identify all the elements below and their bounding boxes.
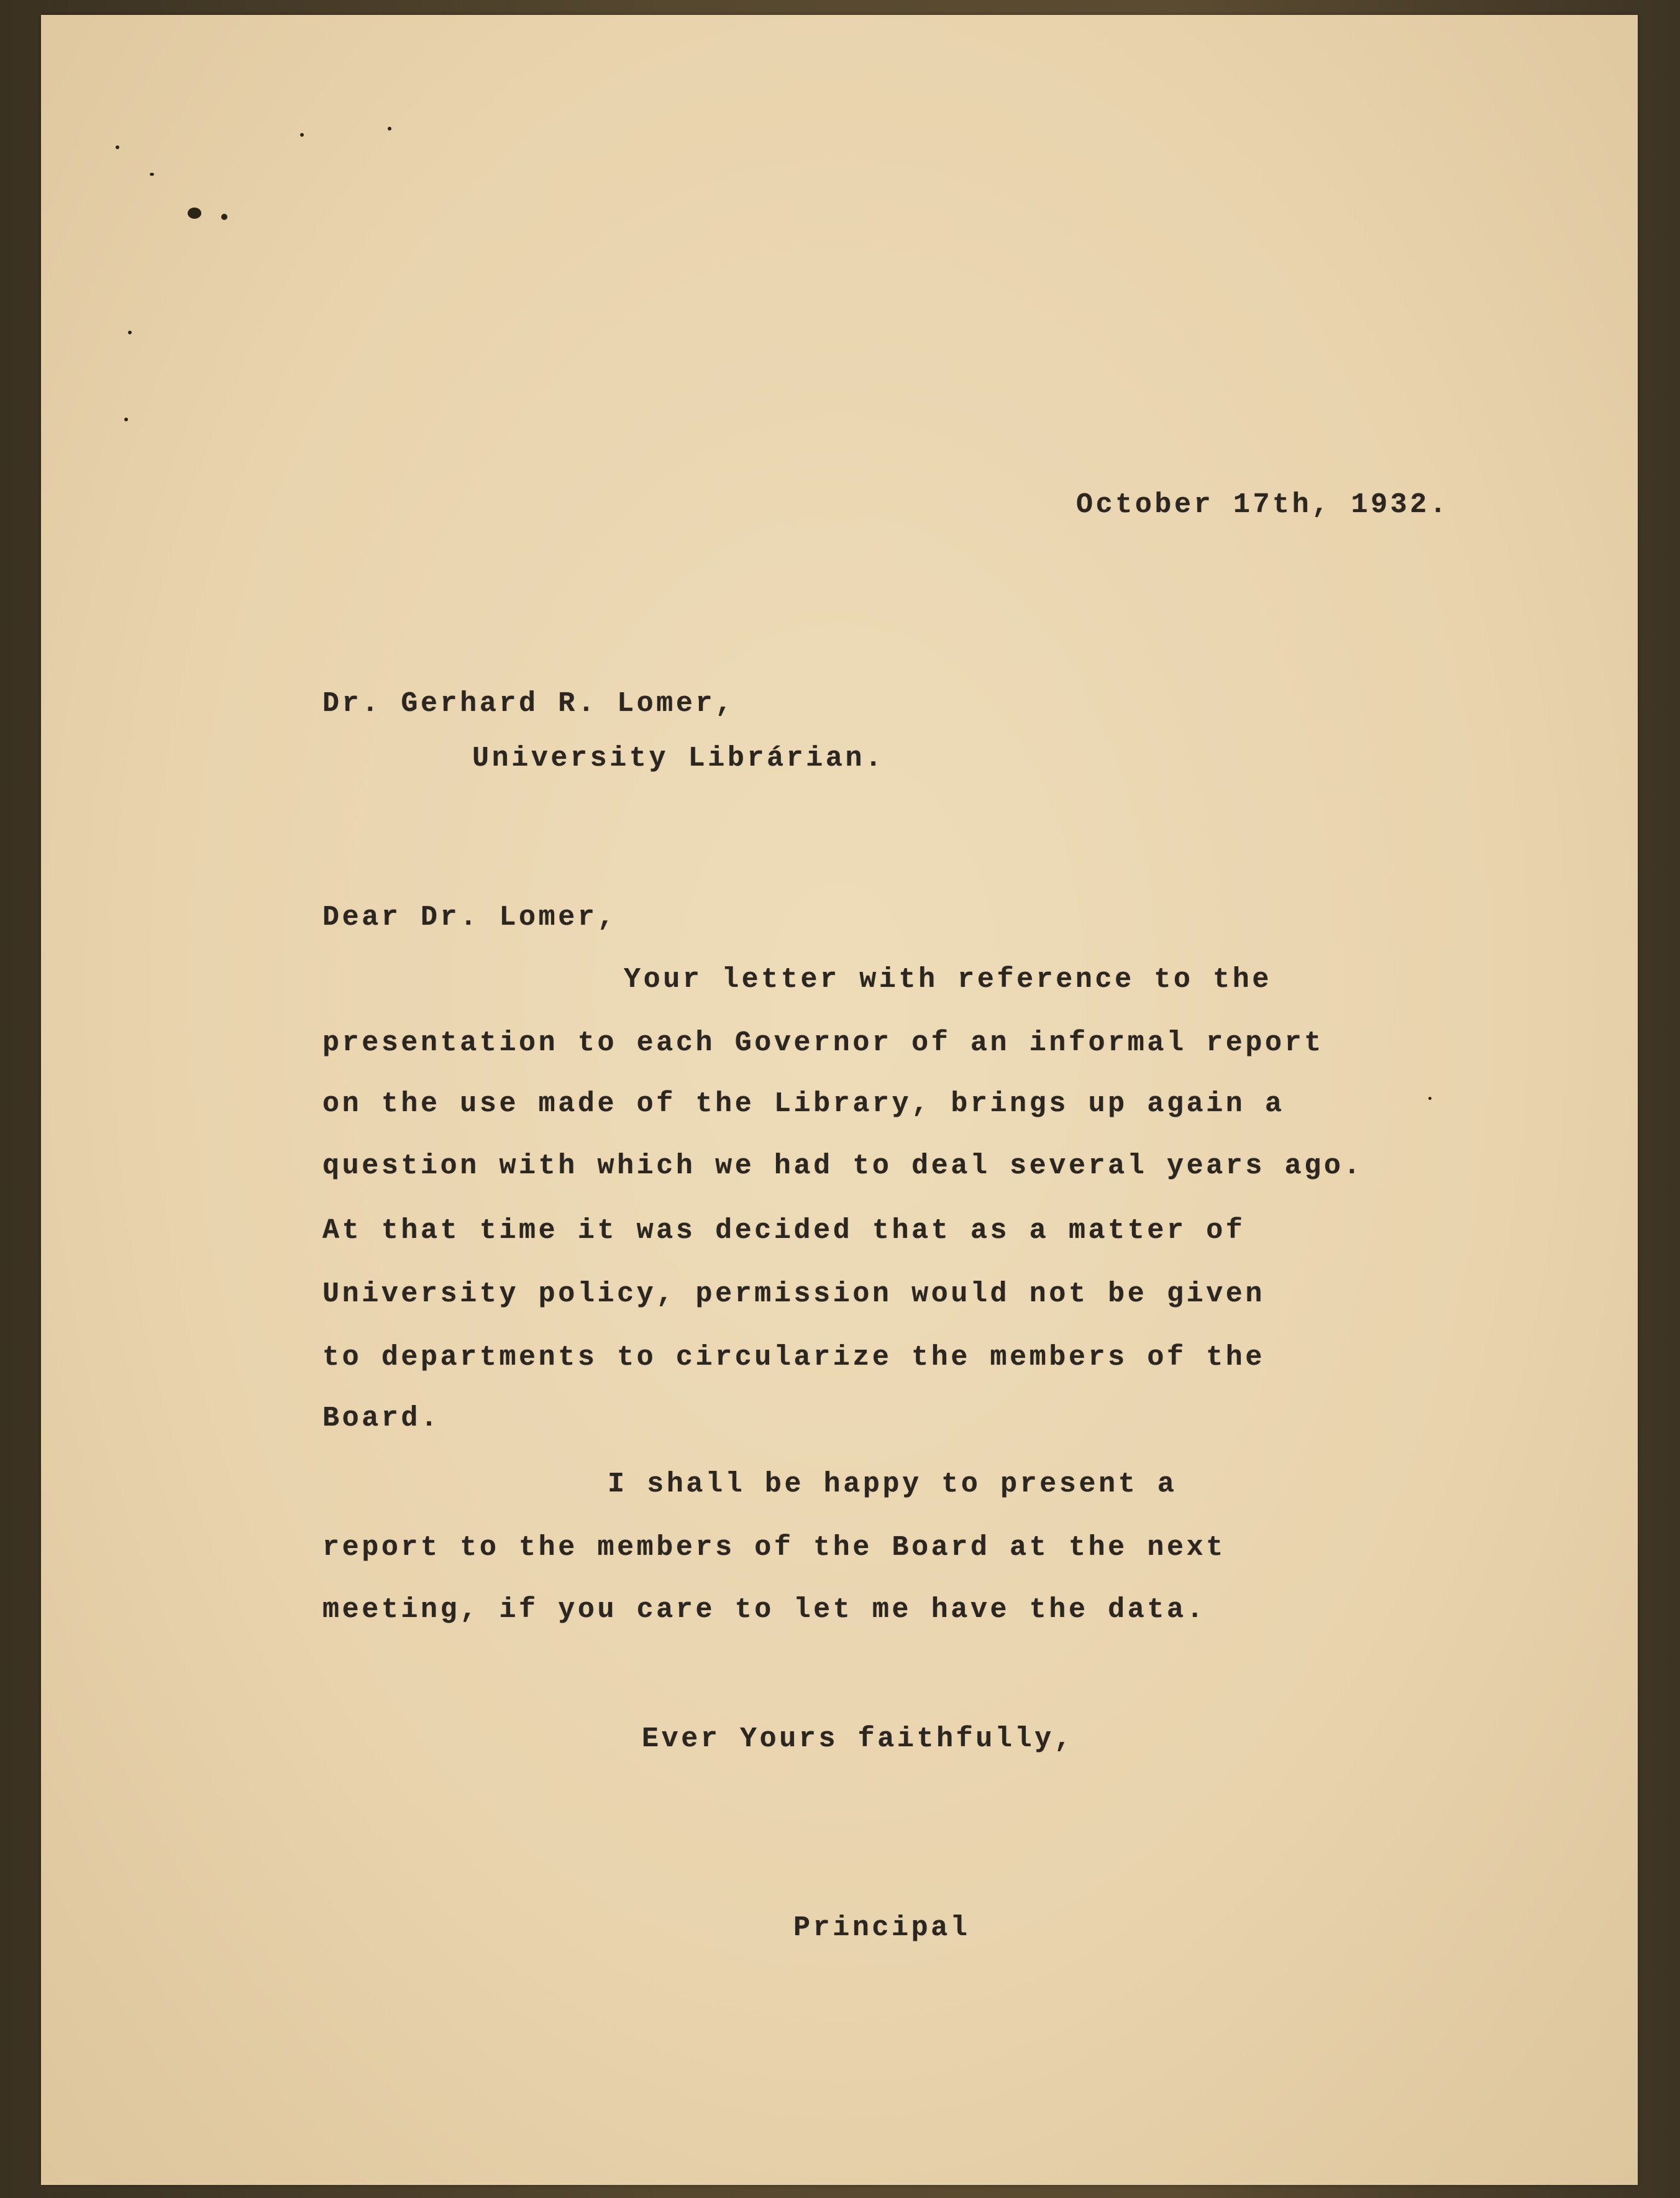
closing: Ever Yours faithfully, xyxy=(642,1723,1074,1755)
paragraph-1-line: University policy, permission would not be given xyxy=(322,1278,1266,1310)
paper-speck xyxy=(221,214,227,220)
paragraph-1-line: to departments to circularize the members of the xyxy=(322,1342,1266,1373)
paragraph-1-line: At that time it was decided that as a matter of xyxy=(322,1215,1246,1247)
letter-date: October 17th, 1932. xyxy=(1076,489,1449,521)
paragraph-1-line: presentation to each Governor of an informal report xyxy=(322,1027,1324,1059)
paragraph-2-line: report to the members of the Board at the next xyxy=(322,1532,1226,1564)
paper-speck xyxy=(124,418,128,421)
paragraph-1-line: Your letter with reference to the xyxy=(624,964,1272,996)
recipient-title: University Librárian. xyxy=(472,743,885,774)
paragraph-1-line: question with which we had to deal several years ago. xyxy=(322,1150,1364,1182)
salutation: Dear Dr. Lomer, xyxy=(322,902,618,933)
paper-speck xyxy=(150,173,154,176)
paper-speck xyxy=(300,133,304,137)
paper-speck xyxy=(128,331,132,334)
signature-title: Principal xyxy=(793,1912,970,1944)
paper-speck xyxy=(188,208,201,219)
paragraph-2-line: I shall be happy to present a xyxy=(608,1468,1177,1500)
paper-speck xyxy=(116,145,119,149)
paragraph-1-line: Board. xyxy=(322,1403,441,1434)
paper-speck xyxy=(388,127,391,131)
recipient-name: Dr. Gerhard R. Lomer, xyxy=(322,688,735,720)
paragraph-2-line: meeting, if you care to let me have the data. xyxy=(322,1594,1207,1626)
paper-speck xyxy=(1428,1097,1431,1100)
paragraph-1-line: on the use made of the Library, brings up again a xyxy=(322,1088,1285,1120)
